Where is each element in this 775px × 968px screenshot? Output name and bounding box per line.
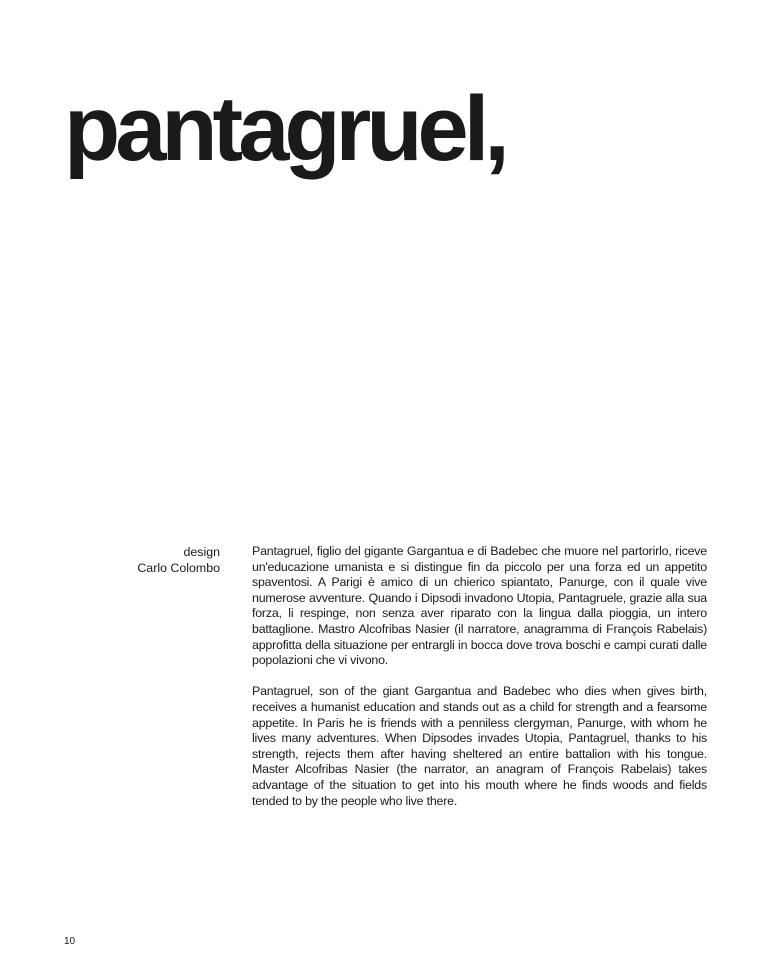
page-title: pantagruel, [64, 78, 505, 180]
page-number: 10 [64, 936, 76, 947]
designer-name: Carlo Colombo [137, 561, 220, 575]
description [252, 544, 707, 825]
credit-role: design [183, 545, 220, 559]
description-english: Pantagruel, son of the giant Gargantua and Badebec who dies when gives birth, receives a humanist education and stands out as a child for strength and a fearsome appetite. In Paris he is friends with a penniless clergyman, Panurge, with whom he lives many adventures. When Dipsodes invades Utopia, Pantagruel, thanks to his strength, rejects them after having sheltered an entire battalion with his tongue. Master Alcofribas Nasier (the narrator, an anagram of François Rabelais) takes advantage of the situation to get into his mouth where he finds woods and fields tended to by the people who live there. [252, 684, 707, 808]
description-italian: Pantagruel, figlio del gigante Gargantua e di Badebec che muore nel partorirlo, riceve un'educazione umanista e si distingue fin da piccolo per una forza ed un appetito spaventosi. A Parigi è amico di un chierico spiantato, Panurge, con il quale vive numerose avventure. Quando i Dipsodi invadono Utopia, Pantagruele, grazie alla sua forza, li respinge, non senza aver riparato con la lingua dalla pioggia, un intero battaglione. Mastro Alcofribas Nasier (il narratore, anagramma di François Rabelais) approfitta della situazione per entrargli in bocca dove trova boschi e campi curati dalle popolazioni che vi vivono. [252, 544, 707, 668]
credits [100, 544, 220, 576]
